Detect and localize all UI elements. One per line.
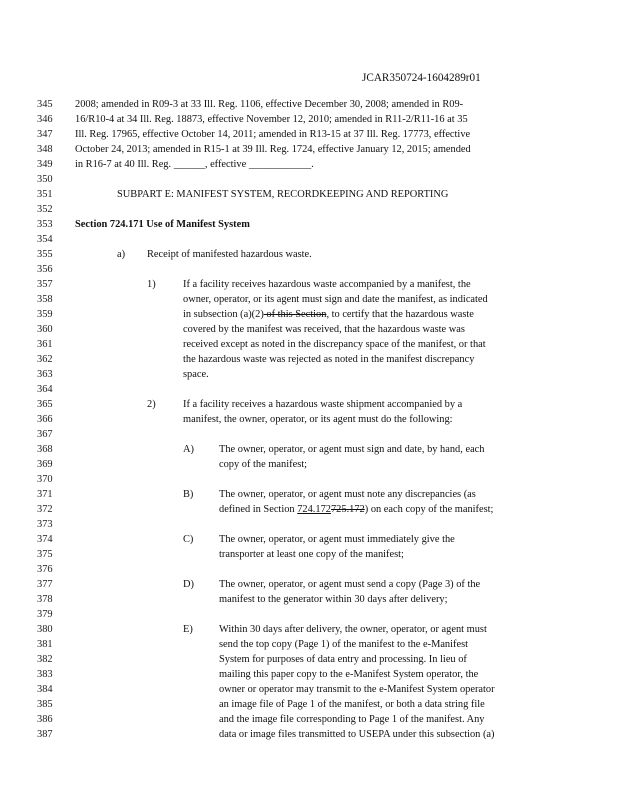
text-line: send the top copy (Page 1) of the manifest to the e-Manifest [219, 639, 469, 650]
line-number: 354 [37, 234, 53, 245]
text-line: mailing this paper copy to the e-Manifest System operator, the [219, 669, 479, 680]
text-segment: defined in Section [219, 504, 298, 515]
line-number: 371 [37, 489, 53, 500]
deleted-text: 725.172 [330, 504, 365, 515]
text-line: an image file of Page 1 of the manifest, or both a data string file [219, 699, 485, 710]
text-line: transporter at least one copy of the manifest; [219, 549, 404, 560]
line-number: 351 [37, 189, 53, 200]
text-line: If a facility receives a hazardous waste shipment accompanied by a [183, 399, 463, 410]
item-label: a) [117, 249, 126, 260]
text-segment: in subsection (a)(2) [183, 309, 264, 320]
line-number: 373 [37, 519, 53, 530]
text-line: covered by the manifest was received, that the hazardous waste was [183, 324, 465, 335]
text-line: owner, operator, or its agent must sign and date the manifest, as indicated [183, 294, 488, 305]
text-line: manifest to the generator within 30 days after delivery; [219, 594, 448, 605]
text-line: 2008; amended in R09-3 at 33 Ill. Reg. 1106, effective December 30, 2008; amended in R09- [75, 99, 464, 110]
line-number: 385 [37, 699, 53, 710]
item-label: C) [183, 534, 194, 545]
text-line: the hazardous waste was rejected as noted in the manifest discrepancy [183, 354, 475, 365]
line-number: 363 [37, 369, 53, 380]
text-line: The owner, operator, or agent must note any discrepancies (as [219, 489, 476, 500]
line-number: 356 [37, 264, 53, 275]
inserted-text: 724.172 [297, 504, 331, 515]
line-number: 377 [37, 579, 53, 590]
line-number: 386 [37, 714, 53, 725]
line-number: 346 [37, 114, 53, 125]
line-number: 370 [37, 474, 53, 485]
line-number: 379 [37, 609, 53, 620]
text-line: October 24, 2013; amended in R15-1 at 39 Ill. Reg. 1724, effective January 12, 2015; amended [75, 144, 471, 155]
line-number: 376 [37, 564, 53, 575]
item-label: 1) [147, 279, 156, 290]
text-segment: ) on each copy of the manifest; [364, 504, 494, 515]
line-number: 359 [37, 309, 53, 320]
line-number: 383 [37, 669, 53, 680]
text-line: and the image file corresponding to Page 1 of the manifest. Any [219, 714, 485, 725]
text-line [183, 309, 474, 320]
line-number: 362 [37, 354, 53, 365]
line-number: 364 [37, 384, 53, 395]
line-number: 347 [37, 129, 53, 140]
text-line: Receipt of manifested hazardous waste. [147, 249, 312, 260]
line-number: 380 [37, 624, 53, 635]
text-line: Within 30 days after delivery, the owner, operator, or agent must [219, 624, 487, 635]
line-number: 355 [37, 249, 53, 260]
line-number: 366 [37, 414, 53, 425]
text-line: space. [183, 369, 209, 380]
line-number: 361 [37, 339, 53, 350]
line-number: 369 [37, 459, 53, 470]
text-line: The owner, operator, or agent must immediately give the [219, 534, 455, 545]
line-number: 374 [37, 534, 53, 545]
section-heading: Section 724.171 Use of Manifest System [75, 219, 250, 230]
line-number: 352 [37, 204, 53, 215]
line-number: 372 [37, 504, 53, 515]
text-line: manifest, the owner, operator, or its agent must do the following: [183, 414, 453, 425]
document-id-header: JCAR350724-1604289r01 [362, 72, 481, 84]
line-number: 365 [37, 399, 53, 410]
line-number: 382 [37, 654, 53, 665]
text-line: received except as noted in the discrepancy space of the manifest, or that [183, 339, 486, 350]
subpart-heading: SUBPART E: MANIFEST SYSTEM, RECORDKEEPING AND REPORTING [117, 189, 449, 200]
line-number: 357 [37, 279, 53, 290]
line-number: 367 [37, 429, 53, 440]
text-line: The owner, operator, or agent must send a copy (Page 3) of the [219, 579, 481, 590]
line-number: 384 [37, 684, 53, 695]
line-number: 375 [37, 549, 53, 560]
line-number: 350 [37, 174, 53, 185]
line-number: 345 [37, 99, 53, 110]
text-line: in R16-7 at 40 Ill. Reg. ______, effective ____________. [75, 159, 314, 170]
text-line: The owner, operator, or agent must sign and date, by hand, each [219, 444, 485, 455]
line-number: 358 [37, 294, 53, 305]
text-line: Ill. Reg. 17965, effective October 14, 2011; amended in R13-15 at 37 Ill. Reg. 17773, effective [75, 129, 471, 140]
text-line [219, 504, 493, 515]
line-number: 349 [37, 159, 53, 170]
line-number: 348 [37, 144, 53, 155]
text-line: data or image files transmitted to USEPA under this subsection (a) [219, 729, 495, 740]
item-label: A) [183, 444, 194, 455]
item-label: E) [183, 624, 193, 635]
item-label: D) [183, 579, 194, 590]
text-line: owner or operator may transmit to the e-Manifest System operator [219, 684, 495, 695]
text-segment: , to certify that the hazardous waste [326, 309, 474, 320]
line-number: 381 [37, 639, 53, 650]
line-number: 353 [37, 219, 53, 230]
item-label: 2) [147, 399, 156, 410]
line-number: 368 [37, 444, 53, 455]
text-line: If a facility receives hazardous waste accompanied by a manifest, the [183, 279, 471, 290]
deleted-text: of this Section [263, 309, 327, 320]
text-line: System for purposes of data entry and processing. In lieu of [219, 654, 467, 665]
line-number: 378 [37, 594, 53, 605]
line-number: 387 [37, 729, 53, 740]
text-line: 16/R10-4 at 34 Ill. Reg. 18873, effective November 12, 2010; amended in R11-2/R11-16 at 35 [75, 114, 468, 125]
text-line: copy of the manifest; [219, 459, 308, 470]
item-label: B) [183, 489, 194, 500]
line-number: 360 [37, 324, 53, 335]
